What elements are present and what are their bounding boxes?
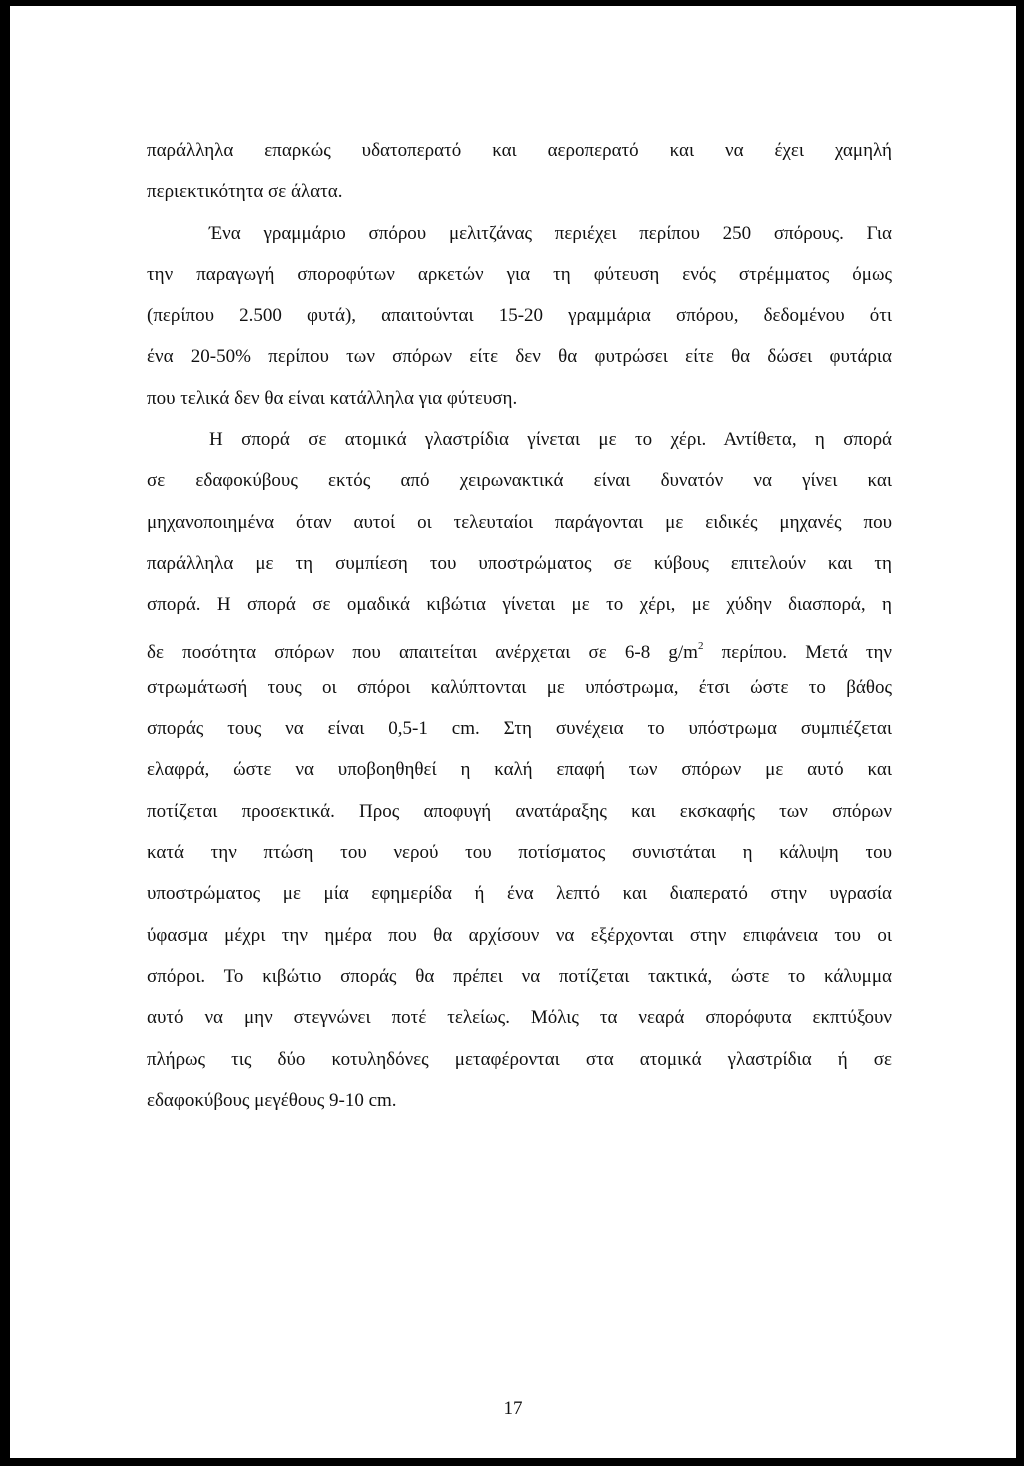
superscript: 2 — [697, 639, 704, 652]
text-line: σε εδαφοκύβους εκτός από χειρωνακτικά είναι δυνατόν να γίνει και — [147, 470, 892, 492]
text-line: ένα 20-50% περίπου των σπόρων είτε δεν θα φυτρώσει είτε θα δώσει φυτάρια — [147, 346, 892, 368]
text-line: Η σπορά σε ατομικά γλαστρίδια γίνεται με το χέρι. Αντίθετα, η σπορά — [209, 429, 892, 451]
text-line: στρωμάτωσή τους οι σπόροι καλύπτονται με υπόστρωμα, έτσι ώστε το βάθος — [147, 676, 892, 698]
text-line: παράλληλα με τη συμπίεση του υποστρώματος σε κύβους επιτελούν και τη — [147, 552, 892, 574]
text-line: ποτίζεται προσεκτικά. Προς αποφυγή ανατάραξης και εκσκαφής των σπόρων — [147, 800, 892, 822]
text-line: παράλληλα επαρκώς υδατοπερατό και αεροπερατό και να έχει χαμηλή — [147, 140, 892, 161]
text-line: σποράς τους να είναι 0,5-1 cm. Στη συνέχεια το υπόστρωμα συμπιέζεται — [147, 718, 892, 740]
text-line: υποστρώματος με μία εφημερίδα ή ένα λεπτό και διαπερατό στην υγρασία — [147, 883, 892, 905]
text-line: εδαφοκύβους μεγέθους 9-10 cm. — [147, 1089, 397, 1111]
text-line: αυτό να μην στεγνώνει ποτέ τελείως. Μόλις τα νεαρά σπορόφυτα εκπτύξουν — [147, 1007, 892, 1029]
text-segment: περίπου. Μετά την — [703, 641, 892, 663]
text-line: ύφασμα μέχρι την ημέρα που θα αρχίσουν να εξέρχονται στην επιφάνεια του οι — [147, 924, 892, 946]
text-line: την παραγωγή σποροφύτων αρκετών για τη φύτευση ενός στρέμματος όμως — [147, 263, 892, 285]
text-line: πλήρως τις δύο κοτυληδόνες μεταφέρονται στα ατομικά γλαστρίδια ή σε — [147, 1048, 892, 1070]
text-line: σπόροι. Το κιβώτιο σποράς θα πρέπει να ποτίζεται τακτικά, ώστε το κάλυμμα — [147, 965, 892, 987]
text-line-with-unit — [147, 626, 892, 667]
text-segment: δε ποσότητα σπόρων που απαιτείται ανέρχεται σε 6-8 g/m — [147, 641, 698, 663]
text-line: (περίπου 2.500 φυτά), απαιτούνται 15-20 γραμμάρια σπόρου, δεδομένου ότι — [147, 305, 892, 327]
text-line: μηχανοποιημένα όταν αυτοί οι τελευταίοι παράγονται με ειδικές μηχανές που — [147, 511, 892, 533]
text-line: Ένα γραμμάριο σπόρου μελιτζάνας περιέχει περίπου 250 σπόρους. Για — [209, 222, 892, 244]
text-line: που τελικά δεν θα είναι κατάλληλα για φύτευση. — [147, 387, 518, 409]
body-text — [147, 130, 892, 1121]
text-line: κατά την πτώση του νερού του ποτίσματος συνιστάται η κάλυψη του — [147, 842, 892, 864]
text-line: σπορά. Η σπορά σε ομαδικά κιβώτια γίνεται με το χέρι, με χύδην διασπορά, η — [147, 594, 892, 616]
text-line: ελαφρά, ώστε να υποβοηθηθεί η καλή επαφή των σπόρων με αυτό και — [147, 759, 892, 781]
text-line: περιεκτικότητα σε άλατα. — [147, 181, 343, 203]
page-number: 17 — [503, 1398, 523, 1419]
